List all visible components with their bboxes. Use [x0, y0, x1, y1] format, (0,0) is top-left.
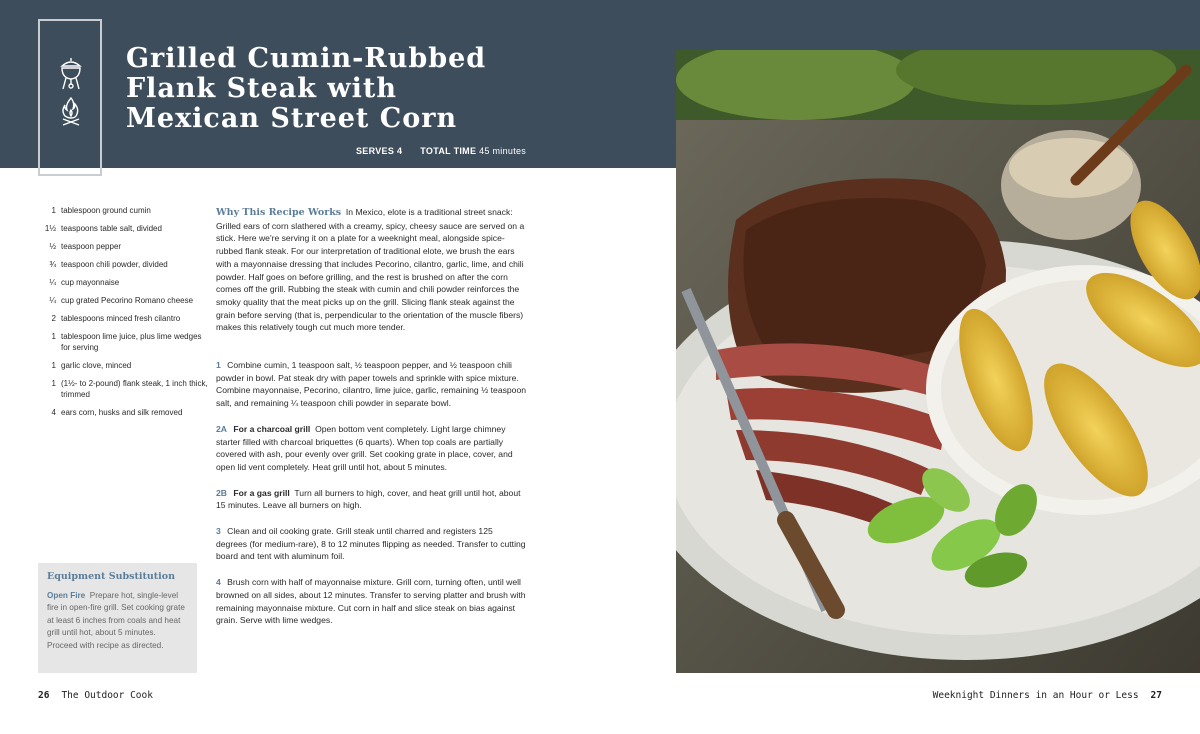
ingredient-qty: 1 [51, 379, 56, 388]
ingredient-qty: ¼ [49, 278, 56, 287]
equipment-heading: Equipment Substitution [47, 571, 176, 582]
ingredient-text: teaspoons table salt, divided [61, 224, 162, 233]
ingredient-qty: ¾ [49, 260, 56, 269]
ingredient-item [30, 241, 210, 252]
ingredient-text: teaspoon pepper [61, 242, 122, 251]
title-line-3: Mexican Street Corn [126, 103, 458, 134]
footer-right [933, 690, 1162, 701]
title-line-1: Grilled Cumin-Rubbed [126, 43, 487, 74]
step-text: Open bottom vent completely. Light large chimney starter filled with charcoal briquettes (6 quarts). When top coals are partially covered with ash, pour evenly over grill. Set cooking grate in place, cover, and open lid vent completely. Heat grill until hot, about 5 minutes. [216, 423, 513, 472]
grill-icon [60, 57, 82, 91]
ingredient-qty: 1 [51, 206, 56, 215]
page-number-right: 27 [1150, 690, 1162, 701]
ingredient-item [30, 277, 210, 288]
ingredient-item [30, 407, 210, 418]
ingredient-text: teaspoon chili powder, divided [61, 260, 168, 269]
total-time-label: TOTAL TIME [420, 146, 477, 156]
ingredient-qty: 4 [51, 408, 56, 417]
title-line-2: Flank Steak with [126, 73, 398, 104]
ingredient-item [30, 331, 210, 353]
food-photo-illustration [676, 50, 1200, 673]
ingredient-qty: 2 [51, 314, 56, 323]
why-this-works [216, 206, 526, 334]
step [216, 487, 526, 512]
ingredient-item [30, 259, 210, 270]
ingredient-item [30, 313, 210, 324]
ingredient-text: tablespoon ground cumin [61, 206, 151, 215]
icon-panel [38, 19, 102, 176]
equipment-text: Prepare hot, single-level fire in open-fire grill. Set cooking grate at least 6 inches from coals and heat grill until hot, about 5 minutes. Proceed with recipe as directed. [47, 590, 185, 650]
ingredient-text: ears corn, husks and silk removed [61, 408, 183, 417]
chapter-title: Weeknight Dinners in an Hour or Less [932, 690, 1139, 701]
ingredient-item [30, 223, 210, 234]
step-number: 4 [216, 577, 221, 588]
ingredient-item [30, 378, 210, 400]
recipe-method [216, 206, 526, 640]
step-number: 2A [216, 423, 227, 434]
book-title: The Outdoor Cook [61, 690, 153, 701]
ingredient-qty: ½ [49, 242, 56, 251]
recipe-title [126, 44, 606, 134]
ingredient-qty: 1 [51, 361, 56, 370]
step-number: 2B [216, 487, 227, 498]
serves-and-time [356, 146, 526, 156]
equipment-substitution-box [38, 563, 197, 673]
footer-left [38, 690, 153, 701]
ingredient-text: tablespoon lime juice, plus lime wedges for serving [61, 332, 202, 352]
campfire-icon [61, 96, 81, 126]
ingredient-item [30, 205, 210, 216]
ingredient-item [30, 360, 210, 371]
why-body: In Mexico, elote is a traditional street snack: Grilled ears of corn slathered with a creamy, spicy, cheesy sauce are served on a stick. Here we're serving it on a plate for a weeknight meal, alongside spice-rubbed flank steak. For our interpretation of traditional elote, we brush the ears with a mayonnaise dressing that includes Pecorino, cilantro, garlic, lime, and chili powder. Half goes on before grilling, and the rest is brushed on after the corn comes off the grill. Rubbing the steak with cumin and chili powder reinforces the smoky quality that the meat picks up on the grill. Slicing flank steak against the grain before serving (that is, perpendicular to the orientation of the muscle fibers) makes this relatively tough cut much more tender. [216, 207, 525, 333]
step-text: Clean and oil cooking grate. Grill steak until charred and registers 125 degrees (for medium-rare), 8 to 12 minutes flipping as needed. Transfer to cutting board and tent with aluminum foil. [216, 526, 526, 562]
page-number-left: 26 [38, 690, 50, 701]
ingredient-qty: 1 [51, 332, 56, 341]
step-text: Brush corn with half of mayonnaise mixture. Grill corn, turning often, until well browned on all sides, about 12 minutes. Transfer to serving platter and brush with remaining mayonnaise mixture. Cut corn in half and slice steak on bias against grain. Serve with lime wedges. [216, 577, 526, 626]
step-text: Combine cumin, 1 teaspoon salt, ½ teaspoon pepper, and ½ teaspoon chili powder in bowl. Pat steak dry with paper towels and sprinkle with spice mixture. Combine mayonnaise, Pecorino, cilantro, lime juice, garlic, remaining ½ teaspoon salt, and remaining ¼ teaspoon chili powder in separate bowl. [216, 360, 527, 409]
equipment-subheading: Open Fire [47, 590, 86, 600]
step [216, 423, 526, 474]
ingredients-list [30, 205, 210, 425]
ingredient-text: cup grated Pecorino Romano cheese [61, 296, 194, 305]
ingredient-text: (1½- to 2-pound) flank steak, 1 inch thick, trimmed [61, 379, 208, 399]
steak-and-corn-photo [676, 50, 1200, 673]
why-heading: Why This Recipe Works [216, 207, 342, 218]
step [216, 359, 526, 410]
step [216, 576, 526, 627]
ingredient-qty: ¼ [49, 296, 56, 305]
step-heading: For a charcoal grill [233, 423, 311, 434]
step-number: 1 [216, 360, 221, 371]
ingredient-text: tablespoons minced fresh cilantro [61, 314, 181, 323]
total-time-value: 45 minutes [479, 146, 527, 156]
step-number: 3 [216, 526, 221, 537]
ingredient-qty: 1½ [44, 224, 56, 233]
ingredient-text: garlic clove, minced [61, 361, 132, 370]
ingredient-item [30, 295, 210, 306]
ingredient-text: cup mayonnaise [61, 278, 120, 287]
step-text: Turn all burners to high, cover, and heat grill until hot, about 15 minutes. Leave all burners on high. [216, 487, 521, 511]
equipment-body [47, 590, 188, 653]
step-heading: For a gas grill [233, 487, 290, 498]
step [216, 525, 526, 563]
serves-label: SERVES 4 [356, 146, 403, 156]
